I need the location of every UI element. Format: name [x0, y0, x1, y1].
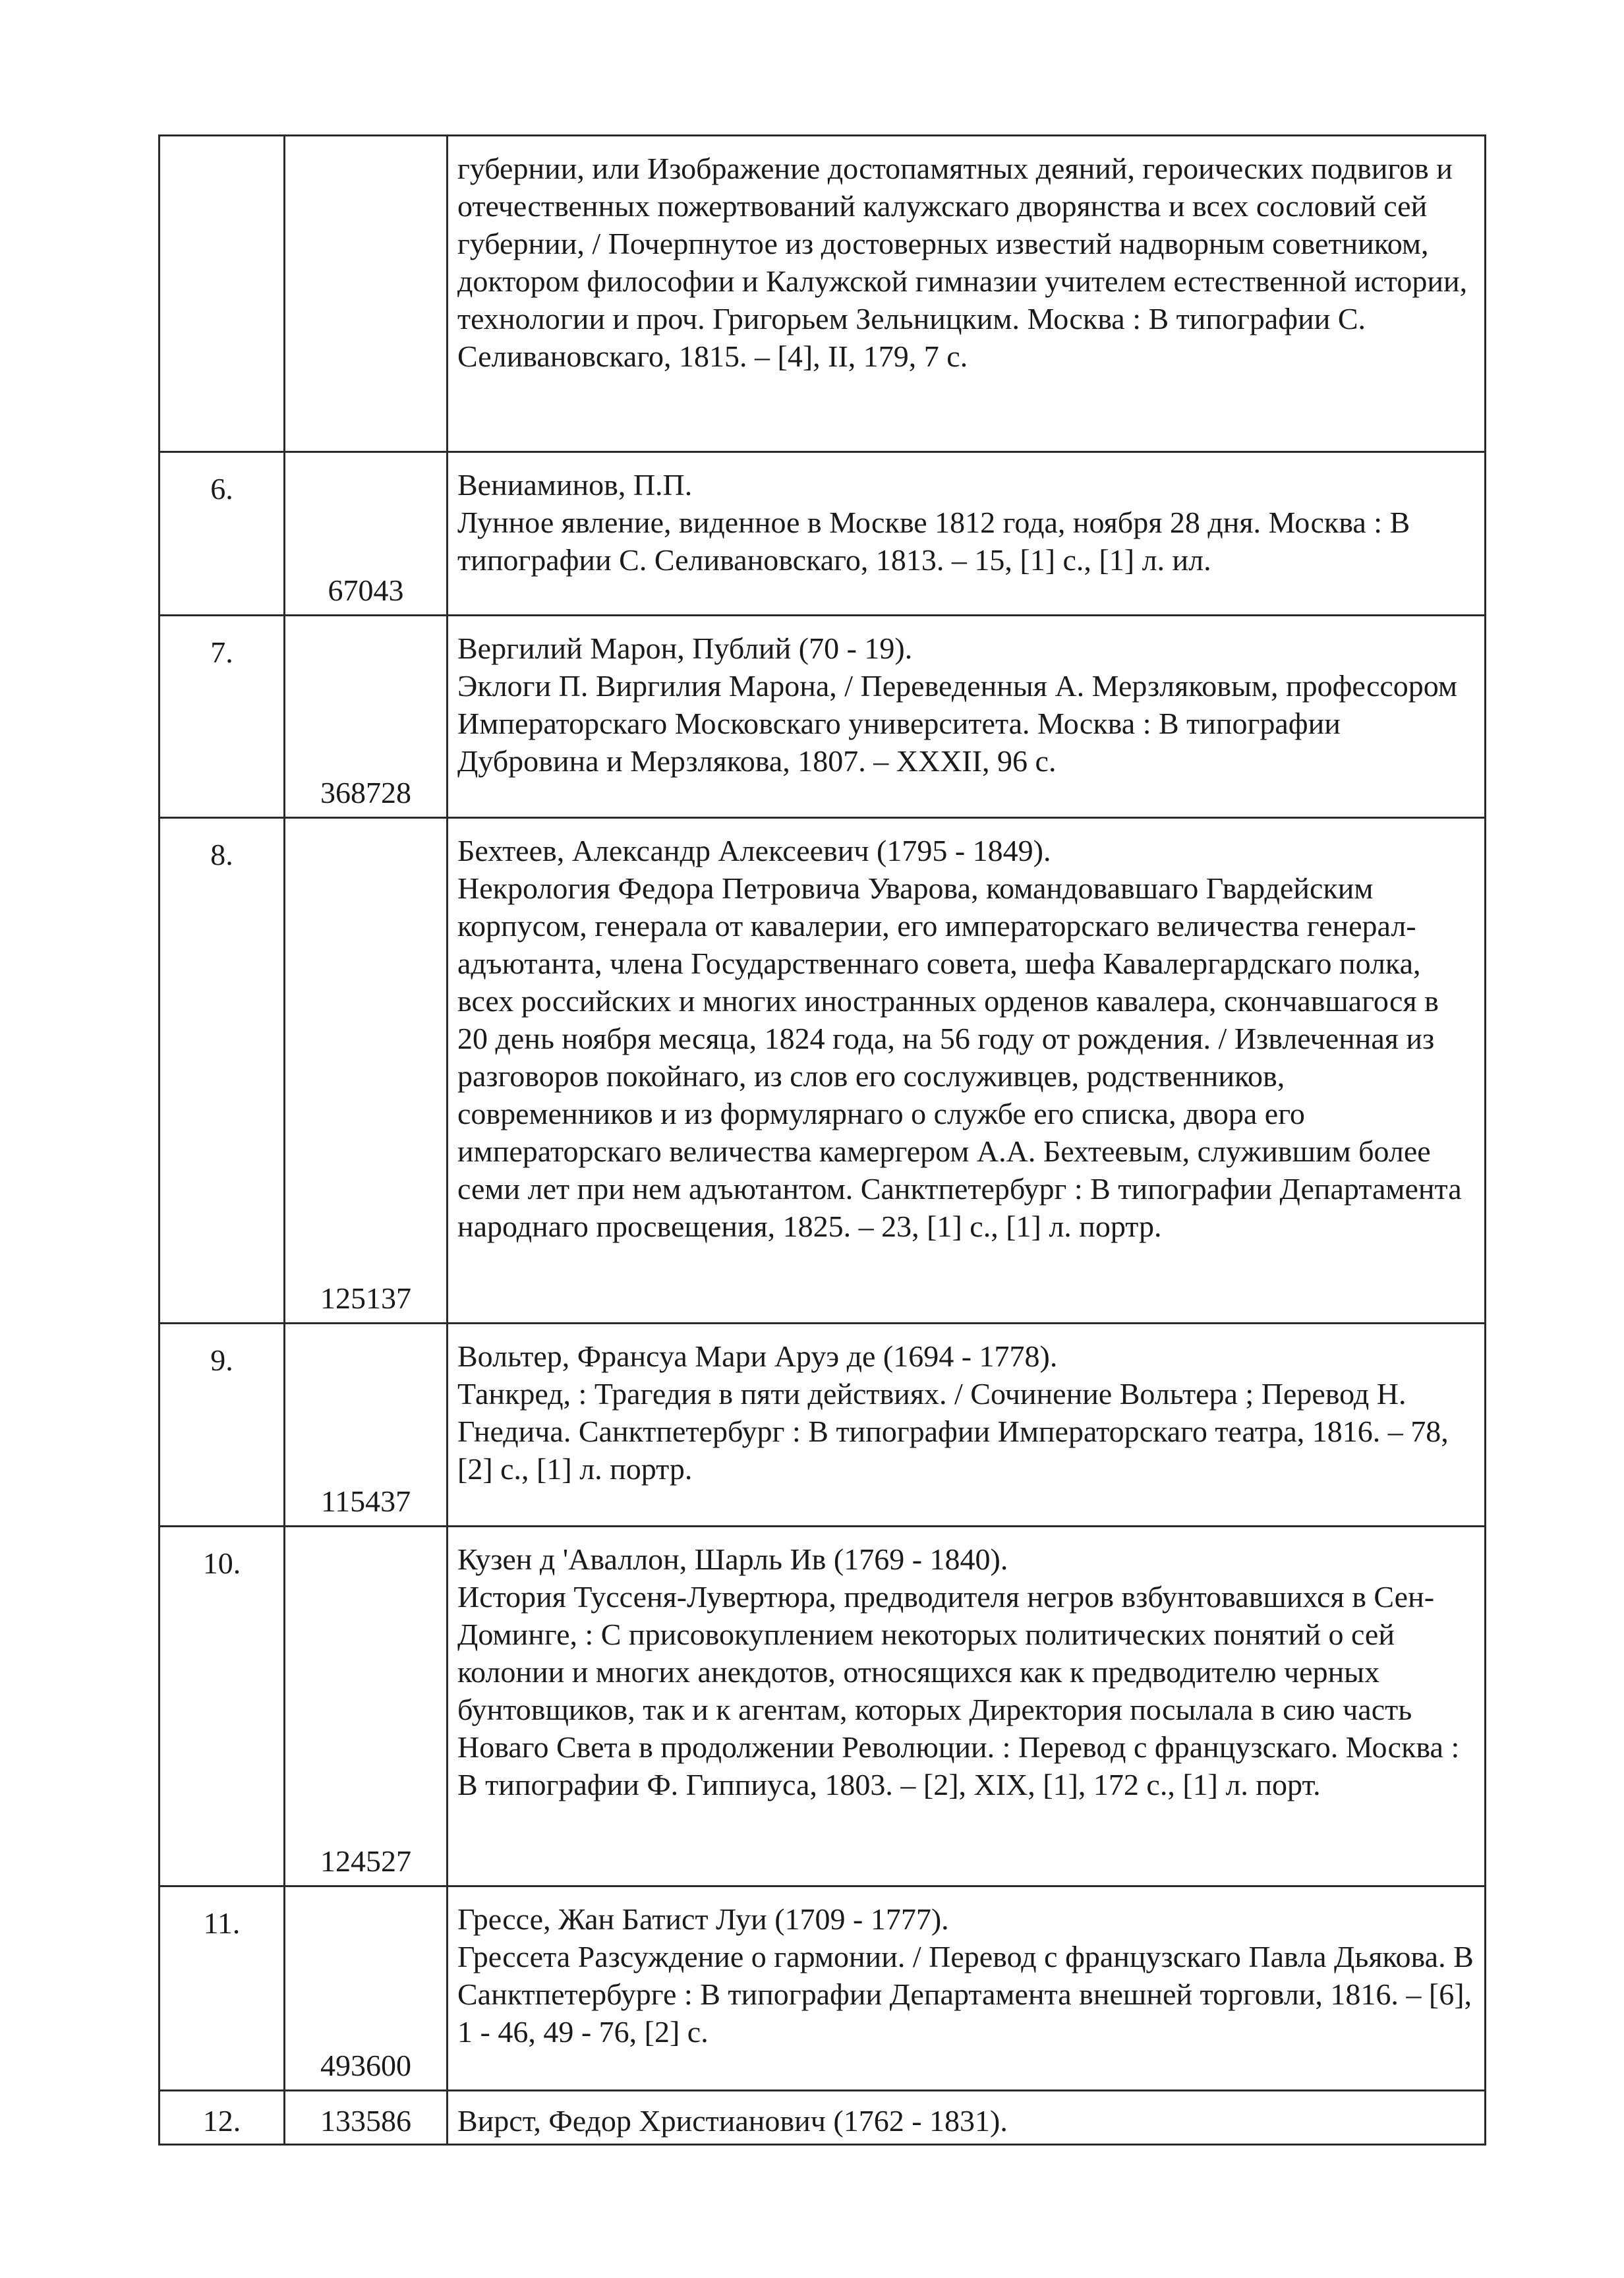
row-number [160, 136, 285, 452]
author-text: Грессе, Жан Батист Луи (1709 - 1777). [457, 1902, 949, 1936]
inventory-number: 115437 [285, 1324, 448, 1527]
author-text: Вергилий Марон, Публий (70 - 19). [457, 631, 913, 665]
title-text: История Туссеня-Лувертюра, предводителя негров взбунтовавшихся в Сен-Доминге, : С присовокуплением некоторых политических понятий о сей колонии и многих анекдотов, относящихся как к предводителю черных бунтовщиков, так и к агентам, которых Директория посылала в сию часть Новаго Света в продолжении Революции. : Перевод с французскаго. Москва : В типографии Ф. Гиппиуса, 1803. – [2], XIX, [1], 172 с., [1] л. порт. [457, 1580, 1460, 1801]
inventory-number: 125137 [285, 818, 448, 1324]
table-row [160, 1527, 1486, 1886]
inventory-number: 124527 [285, 1527, 448, 1886]
row-number: 7. [160, 616, 285, 818]
description-cell [448, 1527, 1486, 1886]
author-text: Бехтеев, Александр Алексеевич (1795 - 1849). [457, 834, 1051, 867]
description-cell [448, 1886, 1486, 2091]
row-number: 11. [160, 1886, 285, 2091]
description-cell [448, 1324, 1486, 1527]
title-text: губернии, или Изображение достопамятных деяний, героических подвигов и отечественных пожертвований калужскаго дворянства и всех сословий сей губернии, / Почерпнутое из достоверных известий надворным советником, доктором философии и Калужской гимназии учителем естественной истории, технологии и проч. Григорьем Зельницким. Москва : В типографии С. Селивановскаго, 1815. – [4], II, 179, 7 с. [457, 152, 1468, 373]
description-cell [448, 452, 1486, 616]
row-number: 12. [160, 2091, 285, 2145]
inventory-number: 133586 [285, 2091, 448, 2145]
title-text: Некрология Федора Петровича Уварова, командовавшаго Гвардейским корпусом, генерала от кавалерии, его императорскаго величества генерал-адъютанта, члена Государственнаго совета, шефа Кавалергардскаго полка, всех российских и многих иностранных орденов кавалера, скончавшагося в 20 день ноября месяца, 1824 года, на 56 году от рождения. / Извлеченная из разговоров покойнаго, из слов его сослуживцев, родственников, современников и из формулярнаго о службе его списка, двора его императорскаго величества камергером А.А. Бехтеевым, служившим более семи лет при нем адъютантом. Санктпетербург : В типографии Департамента народнаго просвещения, 1825. – 23, [1] с., [1] л. портр. [457, 871, 1462, 1243]
table-row [160, 1324, 1486, 1527]
author-text: Вольтер, Франсуа Мари Аруэ де (1694 - 1778). [457, 1339, 1058, 1373]
row-number: 8. [160, 818, 285, 1324]
inventory-number [285, 136, 448, 452]
table-row [160, 136, 1486, 452]
inventory-number: 493600 [285, 1886, 448, 2091]
inventory-number: 67043 [285, 452, 448, 616]
table-row [160, 2091, 1486, 2145]
description-cell [448, 2091, 1486, 2145]
description-cell [448, 616, 1486, 818]
title-text: Грессета Разсуждение о гармонии. / Перевод с французскаго Павла Дьякова. В Санктпетербурге : В типографии Департамента внешней торговли, 1816. – [6], 1 - 46, 49 - 76, [2] с. [457, 1940, 1474, 2049]
description-cell [448, 818, 1486, 1324]
description-cell [448, 136, 1486, 452]
title-text: Танкред, : Трагедия в пяти действиях. / Сочинение Вольтера ; Перевод Н. Гнедича. Санктпетербург : В типографии Императорскаго театра, 1816. – 78, [2] с., [1] л. портр. [457, 1377, 1449, 1486]
row-number: 6. [160, 452, 285, 616]
author-text: Кузен д 'Аваллон, Шарль Ив (1769 - 1840). [457, 1542, 1008, 1576]
inventory-number: 368728 [285, 616, 448, 818]
table-row [160, 616, 1486, 818]
author-text: Вирст, Федор Христианович (1762 - 1831). [457, 2104, 1008, 2138]
author-text: Вениаминов, П.П. [457, 468, 693, 502]
table-row [160, 452, 1486, 616]
table-row [160, 818, 1486, 1324]
title-text: Лунное явление, виденное в Москве 1812 года, ноября 28 дня. Москва : В типографии С. Селивановскаго, 1813. – 15, [1] с., [1] л. ил. [457, 506, 1410, 577]
catalog-table [158, 134, 1486, 2146]
row-number: 9. [160, 1324, 285, 1527]
table-row [160, 1886, 1486, 2091]
row-number: 10. [160, 1527, 285, 1886]
title-text: Эклоги П. Виргилия Марона, / Переведенныя А. Мерзляковым, профессором Императорскаго Московскаго университета. Москва : В типографии Дубровина и Мерзлякова, 1807. – XXXII, 96 с. [457, 669, 1458, 778]
